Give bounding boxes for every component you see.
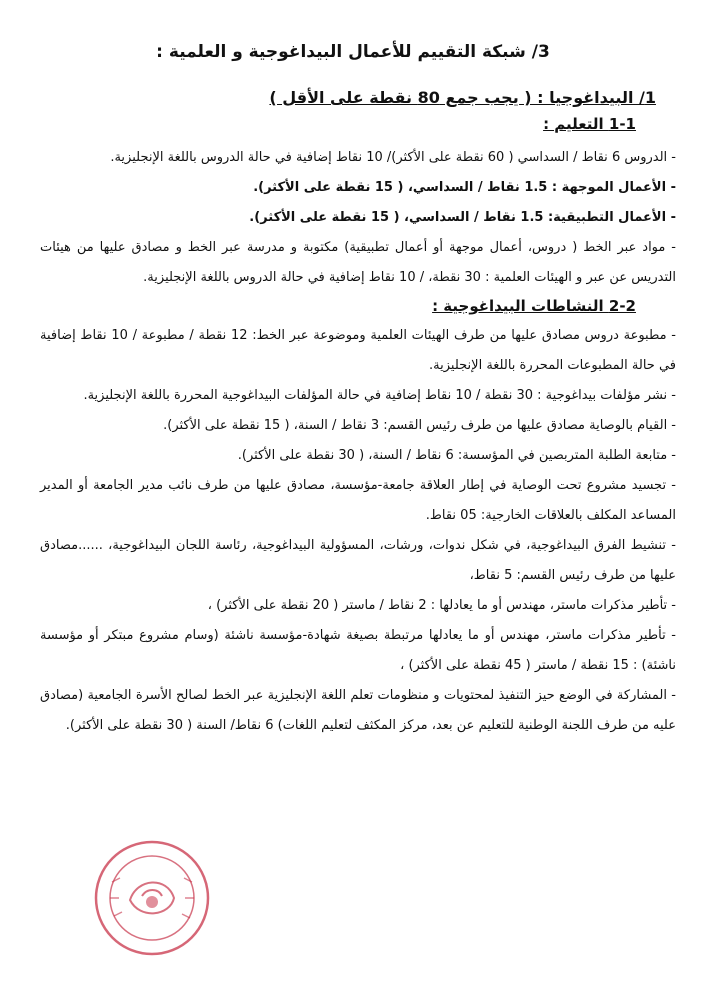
list-item: - مواد عبر الخط ( دروس، أعمال موجهة أو أعمال تطبيقية) مكتوبة و مدرسة عبر الخط و مصادق عليها من هيئات التدريس عن عبر و الهيئات العلمية : 30 نقطة، / 10 نقاط إضافية في حالة الدروس باللغة الإنجليزية. xyxy=(40,240,676,285)
list-item: - الدروس 6 نقاط / السداسي ( 60 نقطة على الأكثر)/ 10 نقاط إضافية في حالة الدروس باللغة الإنجليزية. xyxy=(110,150,676,165)
list-item: - المشاركة في الوضع حيز التنفيذ لمحتويات و منظومات تعلم اللغة الإنجليزية عبر الخط لصالح الأسرة الجامعية (مصادق عليه من طرف اللجنة الوطنية للتعليم عن بعد، مركز المكثف لتعليم اللغات) 6 نقاط/ السنة ( 30 نقطة على الأكثر). xyxy=(40,688,676,733)
list-item: - تنشيط الفرق البيداغوجية، في شكل ندوات، ورشات، المسؤولية البيداغوجية، رئاسة اللجان البيداغوجية، ......مصادق عليها من طرف رئيس القسم: 5 نقاط، xyxy=(40,538,676,583)
section-heading-pedagogy: 1/ البيداغوجيا : ( يجب جمع 80 نقطة على الأقل ) xyxy=(269,88,656,107)
official-stamp xyxy=(92,838,212,958)
list-item: - القيام بالوصاية مصادق عليها من طرف رئيس القسم: 3 نقاط / السنة، ( 15 نقطة على الأكثر). xyxy=(163,418,676,433)
list-item: - نشر مؤلفات بيداغوجية : 30 نقطة / 10 نقاط إضافية في حالة المؤلفات البيداغوجية المحررة باللغة الإنجليزية. xyxy=(83,388,676,403)
subsection-heading-teaching: 1-1 التعليم : xyxy=(543,115,636,133)
list-item: - تأطير مذكرات ماستر، مهندس أو ما يعادلها مرتبطة بصيغة شهادة-مؤسسة ناشئة (وسام مشروع مبتكر أو مؤسسة ناشئة) : 15 نقطة / ماستر ( 45 نقطة على الأكثر) ، xyxy=(40,628,676,673)
list-item: - تجسيد مشروع تحت الوصاية في إطار العلاقة جامعة-مؤسسة، مصادق عليها من طرف نائب مدير الجامعة أو المدير المساعد المكلف بالعلاقات الخارجية: 05 نقاط. xyxy=(40,478,676,523)
list-item: - الأعمال الموجهة : 1.5 نقاط / السداسي، ( 15 نقطة على الأكثر). xyxy=(253,180,676,195)
subsection-heading-pedagogical-activities: 2-2 النشاطات البيداغوجية : xyxy=(432,297,636,315)
page-title: 3/ شبكة التقييم للأعمال البيداغوجية و العلمية : xyxy=(156,42,550,62)
list-item: - متابعة الطلبة المتربصين في المؤسسة: 6 نقاط / السنة، ( 30 نقطة على الأكثر). xyxy=(237,448,676,463)
list-item: - تأطير مذكرات ماستر، مهندس أو ما يعادلها : 2 نقاط / ماستر ( 20 نقطة على الأكثر) ، xyxy=(207,598,676,613)
list-item: - مطبوعة دروس مصادق عليها من طرف الهيئات العلمية وموضوعة عبر الخط: 12 نقطة / مطبوعة / 10 نقاط إضافية في حالة المطبوعات المحررة باللغة الإنجليزية. xyxy=(40,328,676,373)
list-item: - الأعمال التطبيقية: 1.5 نقاط / السداسي، ( 15 نقطة على الأكثر). xyxy=(249,210,676,225)
